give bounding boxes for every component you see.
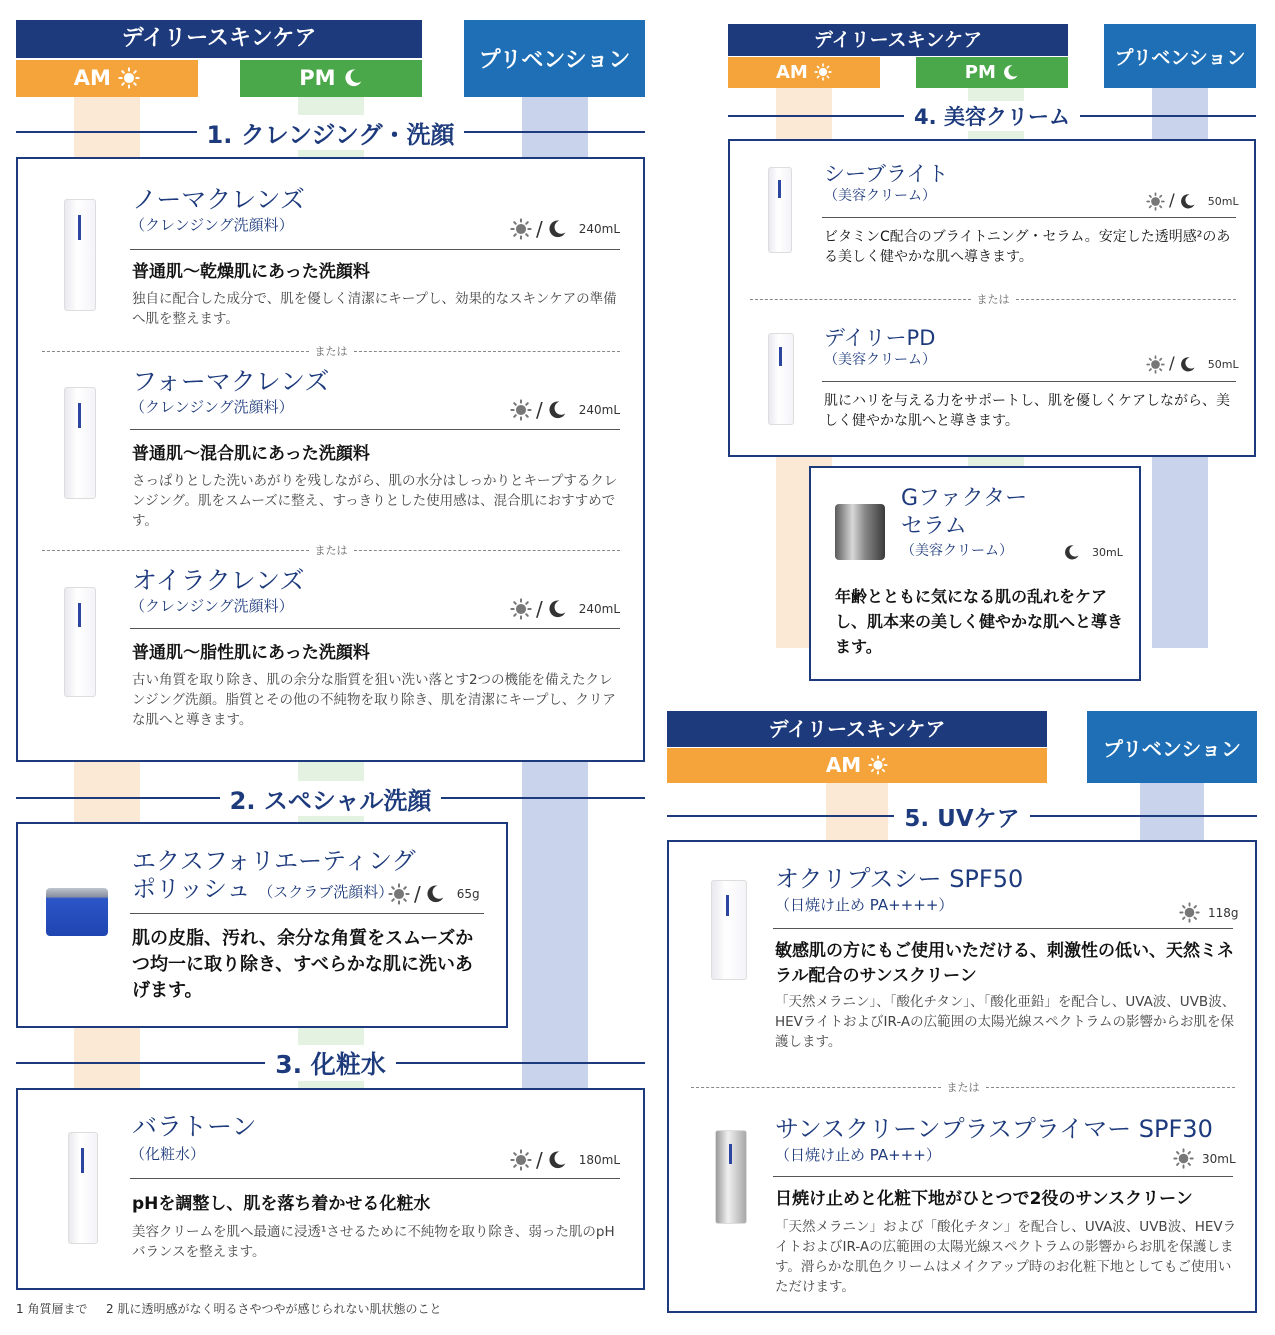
sun-icon [510,598,532,620]
divider [130,913,484,914]
daily-skincare-band: デイリースキンケア [728,24,1068,56]
daily-skincare-band: デイリースキンケア [667,711,1047,747]
moon-icon [547,599,567,619]
product-volume: 30mL [1202,1151,1236,1166]
or-separator [750,291,1236,307]
or-separator [691,1079,1235,1095]
sun-icon [510,218,532,240]
serum-panel [728,139,1256,457]
section-1-title: 1. クレンジング・洗顔 [197,115,465,150]
moon-icon [547,1150,567,1170]
moon-icon [1002,64,1019,81]
product-tube-icon [64,587,96,697]
product-jar-icon [46,888,108,936]
product-name: エクスフォリエーティング [132,847,416,875]
toner-panel [16,1088,645,1290]
product-headline: 普通肌〜脂性肌にあった洗顔料 [132,643,370,663]
product-headline: 敏感肌の方にもご使用いただける、刺激性の低い、天然ミネラル配合のサンスクリーン [775,941,1234,986]
product-subtitle: （美容クリーム） [824,352,936,368]
am-band [728,57,880,88]
product-subtitle: （クレンジング洗顔料） [130,597,294,615]
divider [130,1178,620,1179]
product-bottle-icon [715,1130,747,1224]
divider [773,1176,1233,1177]
usage-indicator [1179,902,1239,923]
product-headline: 普通肌〜乾燥肌にあった洗顔料 [132,262,370,282]
sun-icon [868,755,888,775]
product-subtitle: （スクラブ洗顔料） [258,883,394,901]
product-tube-icon [768,167,792,253]
product-volume: 30mL [1092,546,1123,559]
uv-panel [667,840,1257,1313]
prevention-box: プリベンション [464,20,645,97]
footnote-2: 2 肌に透明感がなく明るさやつやが感じられない肌状態のこと [106,1302,442,1316]
section-3-title: 3. 化粧水 [265,1045,396,1081]
product-headline: 普通肌〜混合肌にあった洗顔料 [132,444,370,464]
product-tube-icon [64,387,96,499]
usage-indicator: / 240mL [510,398,620,422]
product-description: 年齢とともに気になる肌の乱れをケアし、肌本来の美しく健やかな肌へと導きます。 [835,587,1124,656]
product-description: 古い角質を取り除き、肌の余分な脂質を狙い洗い落とす2つの機能を備えたクレンジング洗顔。脂質とその他の不純物を取り除き、肌を清潔にキープし、クリアな肌へと導きます。 [132,672,616,728]
product-name [132,876,393,902]
product-jar-icon [835,504,885,560]
special-wash-panel [16,822,508,1028]
product-description: 美容クリームを肌へ最適に浸透¹させるために不純物を取り除き、弱った肌のpHバランスを整えます。 [132,1224,615,1260]
daily-skincare-band: デイリースキンケア [16,20,422,58]
section-4-title: 4. 美容クリーム [904,101,1080,131]
product-volume: 50mL [1207,357,1239,371]
section-5-header [667,801,1257,831]
product-subtitle: （日焼け止め PA+++） [775,1146,941,1164]
product-tube-icon [711,880,747,980]
moon-icon [425,884,445,904]
product-name: オクリプスシー SPF50 [775,865,1024,893]
am-label: AM [73,66,111,90]
or-label: または [314,345,348,358]
or-label: または [314,544,348,557]
product-name: オイラクレンズ [132,566,305,595]
product-name-line2: セラム [901,514,967,539]
prevention-box: プリベンション [1104,24,1256,88]
section-5-title: 5. UVケア [894,800,1029,833]
section-4-header [728,102,1256,130]
section-3-header [16,1046,645,1080]
product-name: サンスクリーンプラスプライマー SPF30 [775,1115,1213,1143]
product-description: 「天然メラニン」および「酸化チタン」を配合し、UVA波、UVB波、HEVライトおよびIR-Aの広範囲の太陽光線スペクトラムの影響からお肌を保護します。滑らかな肌色クリームはメイクアップ時のお化粧下地としてもご使用いただけます。 [775,1219,1237,1295]
product-description: ビタミンC配合のブライトニング・セラム。安定した透明感²のある美しく健やかな肌へ導きます。 [824,229,1231,265]
section-2-title: 2. スペシャル洗顔 [220,781,442,816]
or-separator [42,343,620,359]
product-volume: 50mL [1207,194,1239,208]
sun-icon [1146,192,1165,211]
product-volume: 240mL [578,403,621,417]
sun-icon [118,67,140,89]
divider [822,381,1236,382]
product-subtitle: （日焼け止め PA++++） [775,896,954,914]
product-headline: 日焼け止めと化粧下地がひとつで2役のサンスクリーン [775,1189,1193,1209]
or-label: または [976,293,1010,306]
am-label: AM [775,62,808,83]
product-headline: pHを調整し、肌を落ち着かせる化粧水 [132,1194,431,1214]
product-volume: 65g [456,887,480,901]
product-description: さっぱりとした洗いあがりを残しながら、肌の水分はしっかりとキープするクレンジング。肌をスムーズに整え、すっきりとした使用感は、混合肌におすすめです。 [132,473,618,529]
pm-band [916,57,1068,88]
usage-indicator: / 50mL [1146,191,1239,211]
product-description: 独自に配合した成分で、肌を優しく清潔にキープし、効果的なスキンケアの準備へ肌を整えます。 [132,291,617,327]
am-band [667,748,1047,783]
sun-icon [1179,902,1200,923]
product-name: Gファクター [901,486,1028,511]
product-subtitle: （美容クリーム） [901,543,1013,559]
moon-icon [547,219,567,239]
product-subtitle: （化粧水） [130,1145,206,1163]
usage-indicator: / 50mL [1146,354,1239,374]
product-subtitle: （美容クリーム） [824,188,936,204]
product-volume: 240mL [578,222,621,236]
usage-indicator: / 180mL [510,1148,620,1172]
product-headline: 肌の皮脂、汚れ、余分な角質をスムーズかつ均一に取り除き、すべらかな肌に洗いあげます。 [132,928,474,1001]
product-tube-icon [64,199,96,311]
am-label: AM [825,753,862,777]
product-volume: 240mL [578,602,621,616]
or-label: または [946,1081,980,1094]
section-2-header [16,782,645,814]
divider [773,928,1233,929]
section-1-header [16,116,645,148]
sun-icon [1146,355,1165,374]
usage-indicator: / 240mL [510,217,620,241]
product-name: シーブライト [824,162,949,186]
moon-icon [1179,356,1196,373]
gfactor-panel [809,466,1141,681]
pm-label: PM [299,66,336,90]
or-separator [42,542,620,558]
product-subtitle: （クレンジング洗顔料） [130,398,294,416]
sun-icon [1173,1148,1194,1169]
moon-icon [1063,544,1080,561]
sun-icon [510,1149,532,1171]
product-name: ノーマクレンズ [132,185,305,214]
product-name: フォーマクレンズ [132,367,330,396]
sun-icon [388,883,410,905]
product-name: バラトーン [132,1112,257,1141]
product-volume: 118g [1208,905,1239,920]
product-description: 「天然メラニン」、「酸化チタン」、「酸化亜鉛」を配合し、UVA波、UVB波、HEVライトおよびIR-Aの広範囲の太陽光線スペクトラムの影響からお肌を保護します。 [775,994,1236,1050]
moon-icon [1179,193,1196,210]
sun-icon [510,399,532,421]
divider [130,249,620,250]
am-band [16,60,198,97]
usage-indicator: / 240mL [510,597,620,621]
sun-icon [814,63,832,81]
usage-indicator: / 65g [388,882,480,906]
usage-indicator [1173,1148,1236,1169]
moon-icon [343,68,363,88]
product-description: 肌にハリを与える力をサポートし、肌を優しくケアしながら、美しく健やかな肌へと導きます。 [824,393,1230,429]
usage-indicator [1063,544,1123,561]
pm-band [240,60,422,97]
prevention-box: プリベンション [1087,711,1257,783]
pm-label: PM [964,62,996,83]
divider [130,429,620,430]
footnote-1: 1 角質層まで [16,1302,88,1316]
product-name: デイリーPD [824,326,936,350]
product-name-line2: ポリッシュ [132,875,251,903]
product-subtitle: （クレンジング洗顔料） [130,216,294,234]
divider [130,628,620,629]
moon-icon [547,400,567,420]
product-bottle-icon [768,333,794,425]
product-bottle-icon [68,1132,98,1244]
cleansing-panel [16,157,645,762]
divider [822,217,1236,218]
product-volume: 180mL [578,1153,621,1167]
